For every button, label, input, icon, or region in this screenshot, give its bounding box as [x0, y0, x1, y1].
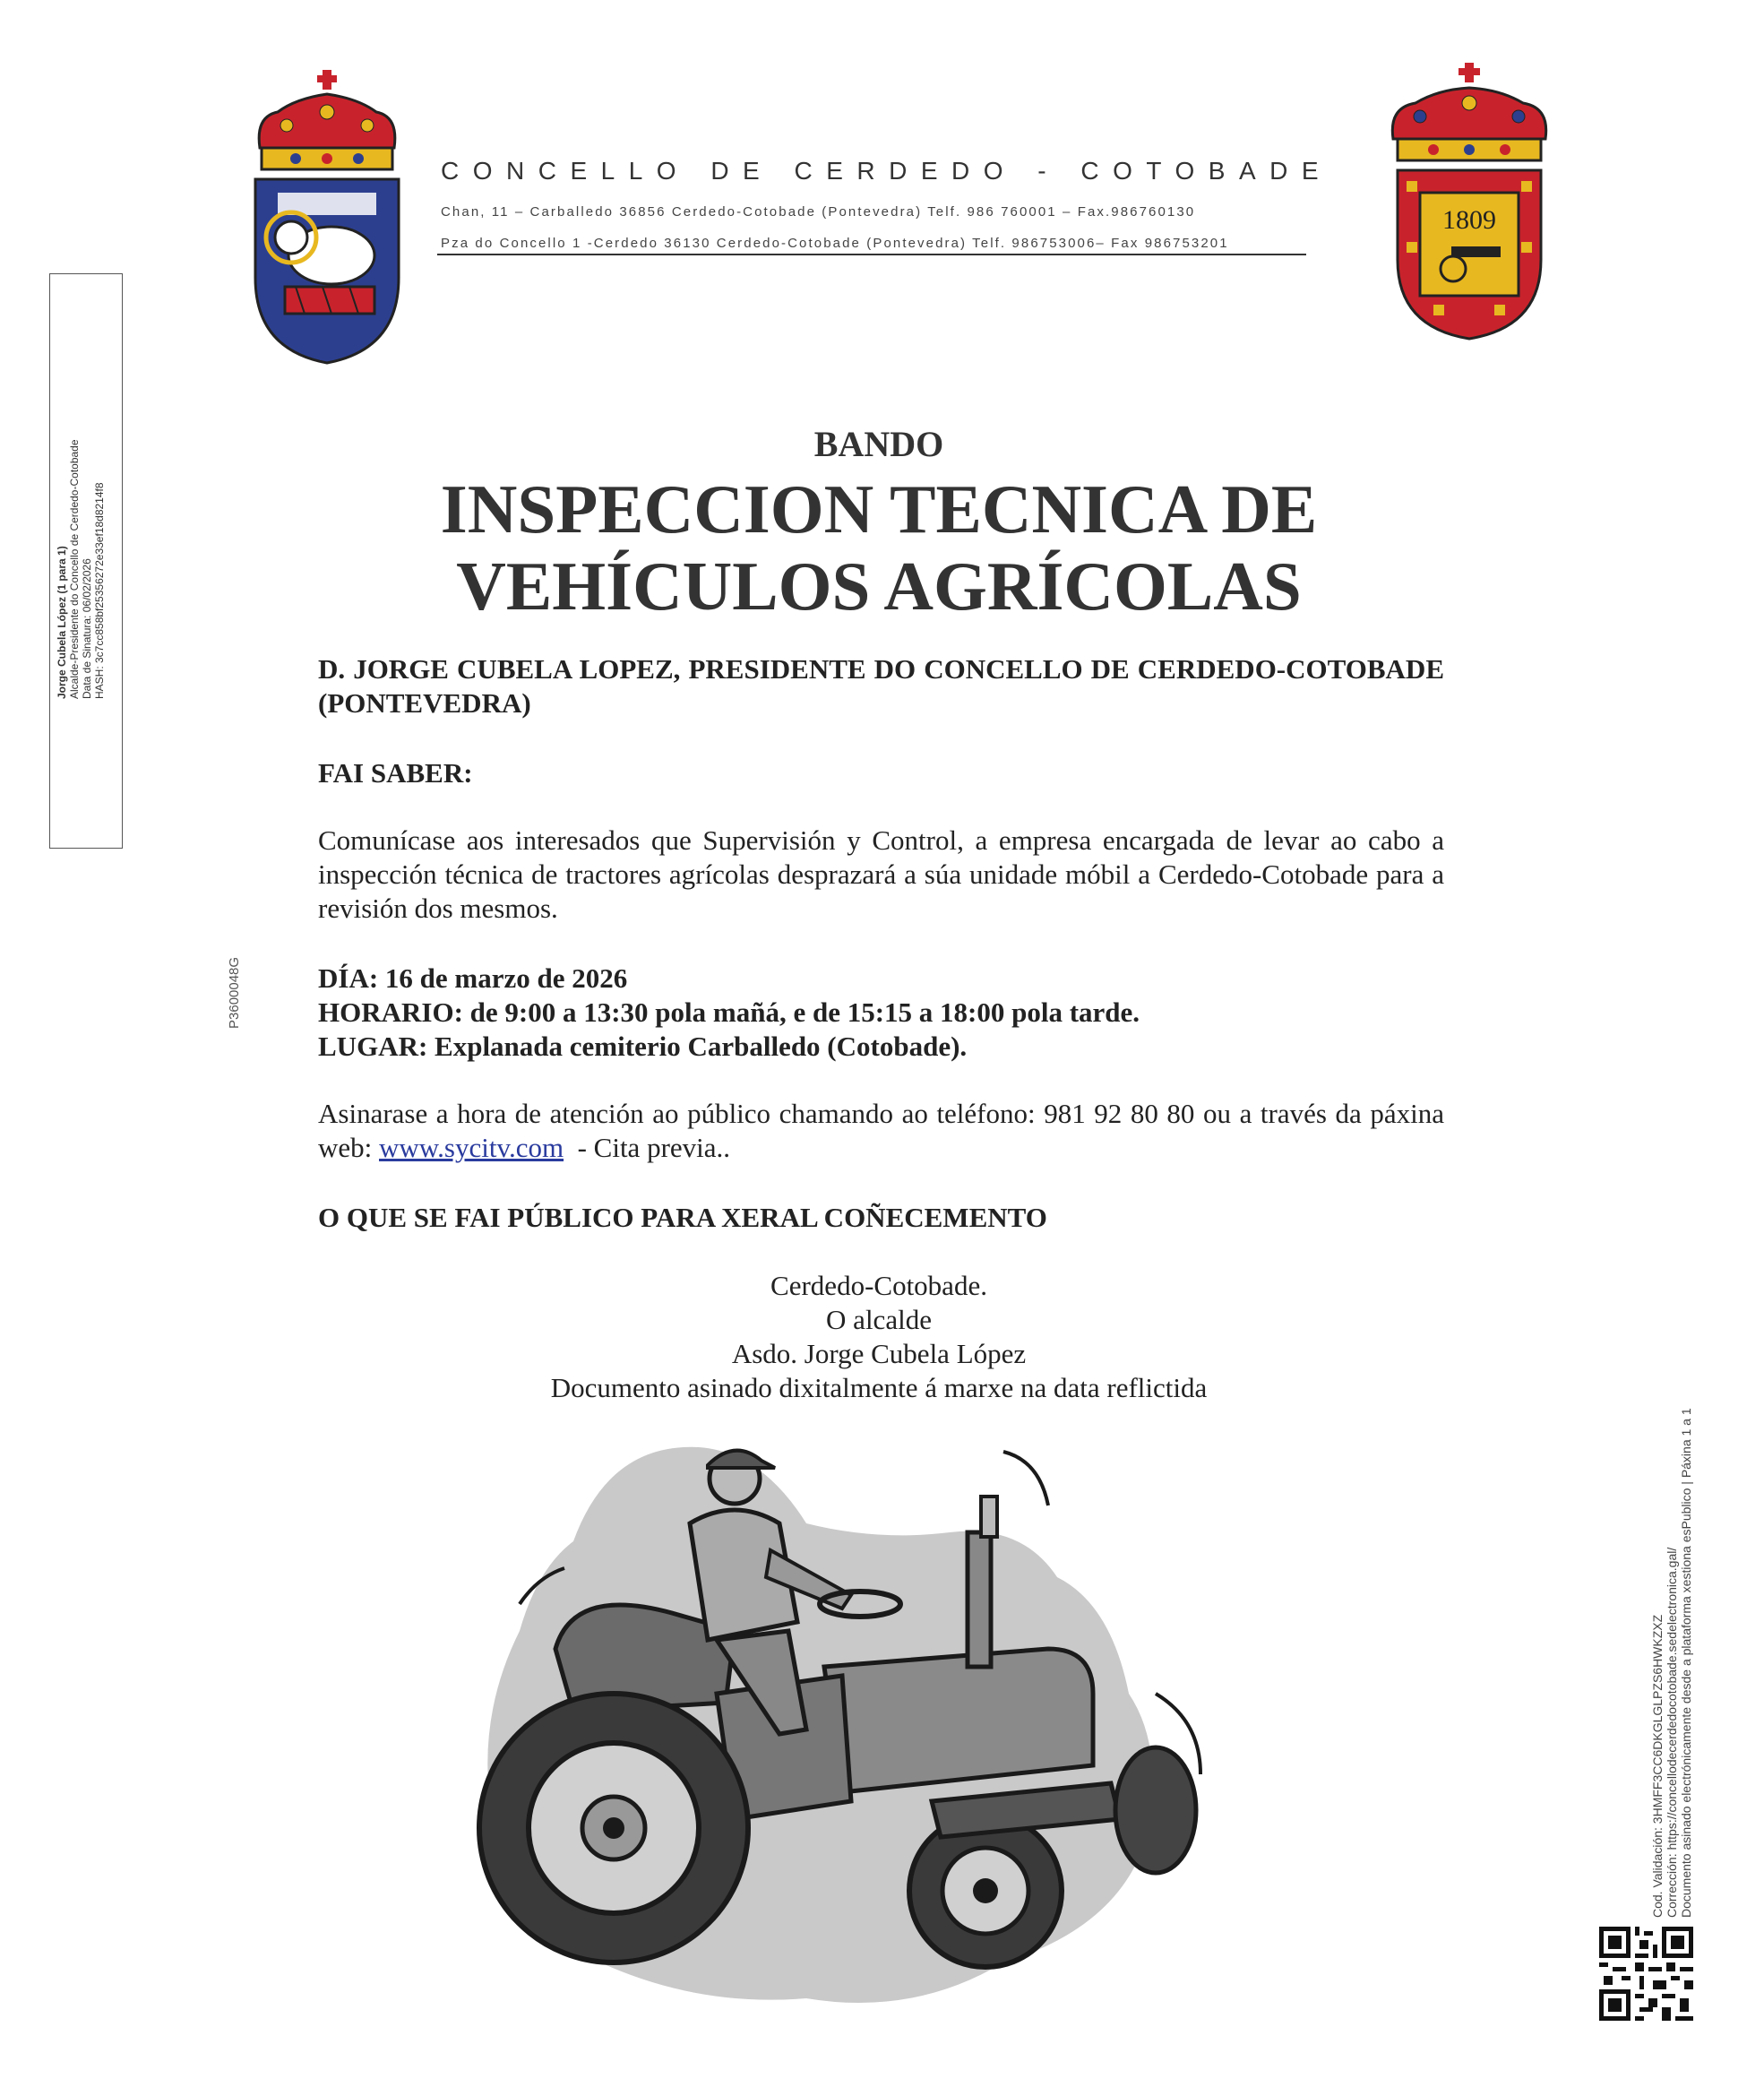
side-code: P3600048G: [227, 956, 242, 1029]
fai-saber: FAI SABER:: [318, 757, 473, 789]
validation-text: [1650, 1408, 1693, 1918]
public-notice: O QUE SE FAI PÚBLICO PARA XERAL COÑECEMENTO: [318, 1202, 1047, 1233]
validation-url[interactable]: Corrección: https://concellodecerdedocotobade.sedelectronica.gal/: [1665, 1547, 1679, 1918]
inspection-place: LUGAR: Explanada cemiterio Carballedo (Cotobade).: [318, 1031, 968, 1062]
signature-hash: HASH: 3c7cc858bf25356272e33ef18d8214f8: [93, 482, 106, 699]
inspection-day: DÍA: 16 de marzo de 2026: [318, 962, 628, 994]
crest-year: 1809: [1442, 205, 1496, 235]
qr-code[interactable]: [1599, 1927, 1693, 2021]
appointment-paragraph: [318, 1097, 1444, 1165]
header-divider: [437, 254, 1306, 255]
sign-name: Asdo. Jorge Cubela López: [731, 1338, 1027, 1369]
validation-note: Documento asinado electrónicamente desde a plataforma xestiona esPublico | Páxina 1 a 1: [1679, 1408, 1693, 1918]
sign-role: O alcalde: [826, 1304, 932, 1335]
sign-note: Documento asinado dixitalmente á marxe na data reflictida: [550, 1372, 1208, 1403]
signature-text: [56, 439, 106, 699]
inspection-hours: HORARIO: de 9:00 a 13:30 pola mañá, e de 15:15 a 18:00 pola tarde.: [318, 996, 1140, 1028]
communication-paragraph: Comunícase aos interesados que Supervisión y Control, a empresa encargada de levar ao cabo a inspección técnica de tractores agrícolas desprazará a súa unidade móbil a Cerdedo-Cotobade para a revisión dos mesmos.: [318, 824, 1444, 924]
address-line-1: Chan, 11 – Carballedo 36856 Cerdedo-Cotobade (Pontevedra) Telf. 986 760001 – Fax.986760130: [441, 204, 1196, 220]
signature-date: Data de Sinatura: 06/02/2026: [81, 558, 93, 699]
document-type: BANDO: [813, 424, 944, 464]
address-line-2: Pza do Concello 1 -Cerdedo 36130 Cerdedo-Cotobade (Pontevedra) Telf. 986753006– Fax 986753201: [441, 236, 1229, 251]
coat-of-arms-right: [1380, 63, 1559, 341]
president-heading: D. JORGE CUBELA LOPEZ, PRESIDENTE DO CONCELLO DE CERDEDO-COTOBADE (PONTEVEDRA): [318, 653, 1444, 719]
tractor-illustration: [466, 1425, 1245, 2025]
website-link[interactable]: www.sycitv.com: [379, 1132, 564, 1163]
signature-signer: Jorge Cubela López (1 para 1): [56, 546, 68, 699]
title-line-2: VEHÍCULOS AGRÍCOLAS: [456, 548, 1302, 625]
organization-name: CONCELLO DE CERDEDO - COTOBADE: [441, 157, 1333, 185]
title-line-1: INSPECCION TECNICA DE: [440, 470, 1318, 548]
validation-code: Cod. Validación: 3HMFF3CC6DKGLGLPZS6HWKZXZ: [1650, 1614, 1665, 1918]
appointment-tail: - Cita previa..: [564, 1132, 731, 1163]
coat-of-arms-left: [242, 63, 412, 367]
document-title: [314, 470, 1444, 625]
signature-role: Alcalde-Presidente do Concello de Cerdedo-Cotobade: [68, 439, 81, 699]
sign-place: Cerdedo-Cotobade.: [770, 1270, 987, 1301]
appointment-text: Asinarase a hora de atención ao público chamando ao teléfono: 981 92 80 80 ou a través da páxina web:: [318, 1098, 1444, 1163]
